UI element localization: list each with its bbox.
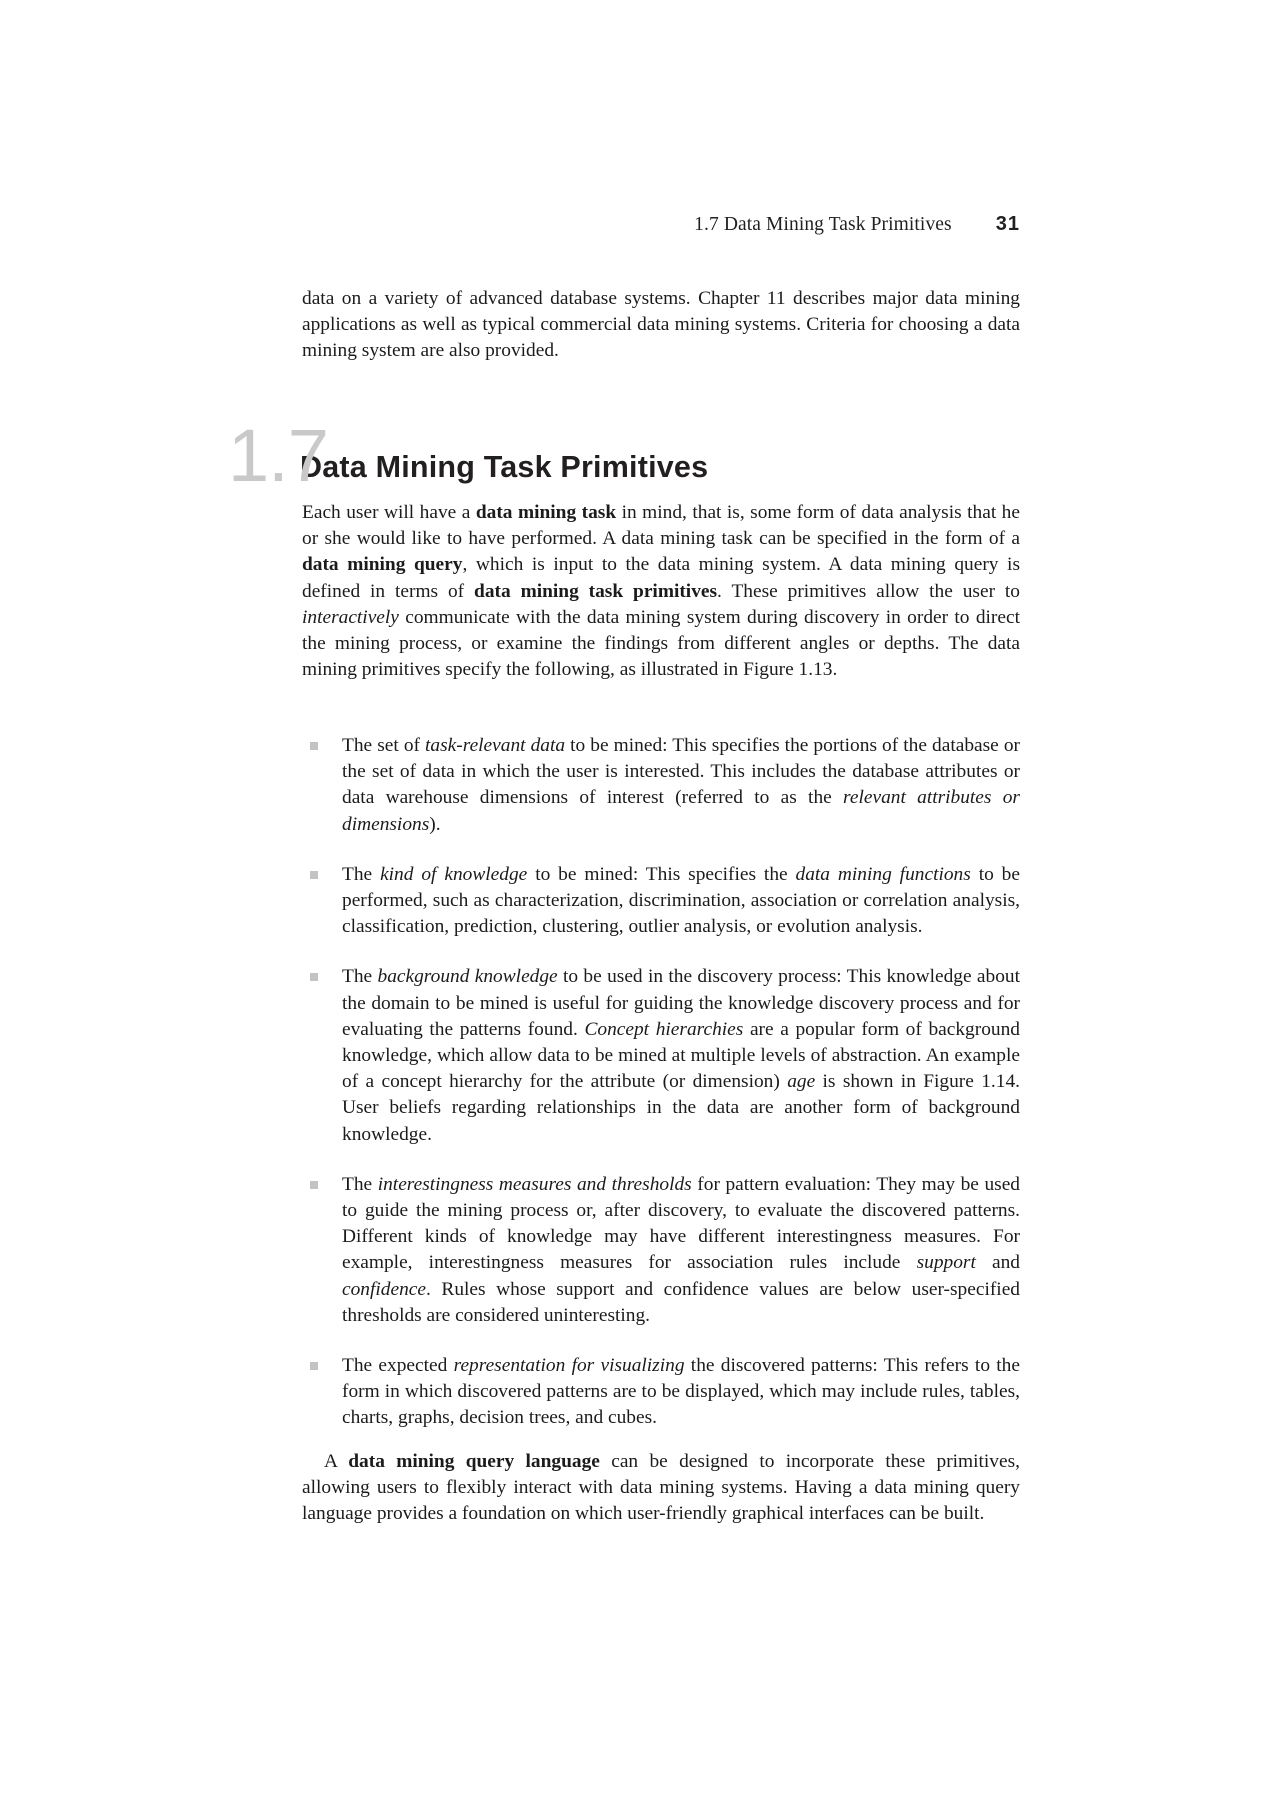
lead-paragraph: [302, 500, 1020, 683]
bullet-text-kind-of-knowledge: [342, 862, 1020, 941]
bullet-text-interestingness-measures: [342, 1172, 1020, 1329]
bullet-0-italic-2: relevant attributes or dimensions: [342, 787, 1020, 835]
lead-part-3: , which is input to the data mining system. A data mining query is defined in terms of: [302, 554, 1020, 602]
section-number: 1.7: [228, 414, 328, 497]
bullet-2-part-1: The: [342, 966, 378, 988]
bullet-3-italic-2: support: [916, 1252, 976, 1274]
primitives-list-block: [302, 733, 1020, 1432]
bullet-0-italic-1: task-relevant data: [425, 735, 566, 756]
intro-paragraph-block: [302, 286, 1020, 365]
lead-part-5: communicate with the data mining system during discovery in order to direct the mining process, or examine the findings from different angles or depths. The data mining primitives specify the following, as illustrated in Figure 1.13.: [302, 606, 1020, 681]
closing-paragraph-block: [302, 1449, 1020, 1528]
square-bullet-icon: [310, 1362, 318, 1370]
intro-paragraph: data on a variety of advanced database systems. Chapter 11 describes major data mining applications as well as typical commercial data mining systems. Criteria for choosing a data mining system are also provided.: [302, 288, 1020, 362]
bullet-1-part-2: to be mined: This specifies the: [527, 863, 796, 885]
running-header-title: 1.7 Data Mining Task Primitives: [694, 214, 952, 235]
lead-part-2: in mind, that is, some form of data analysis that he or she would like to have performed. A data mining task can be specified in the form of a: [302, 502, 1020, 550]
bullet-1-italic-1: kind of knowledge: [380, 863, 528, 885]
list-item: [302, 733, 1020, 838]
closing-bold-1: data mining query language: [348, 1451, 600, 1472]
bullet-0-part-2: to be mined: This specifies the portions of the database or the set of data in which the user is interested. This includes the database attributes or data warehouse dimensions of interest (referred to as the: [342, 735, 1020, 809]
bullet-text-task-relevant-data: [342, 733, 1020, 838]
bullet-4-part-1: The expected: [342, 1355, 454, 1377]
list-item: [302, 964, 1020, 1147]
lead-bold-3: data mining task primitives: [474, 580, 718, 602]
square-bullet-icon: [310, 1181, 318, 1189]
closing-part-1: A: [324, 1451, 349, 1472]
closing-paragraph: [302, 1449, 1020, 1528]
bullet-3-italic-1: interestingness measures and thresholds: [377, 1173, 692, 1195]
section-heading: [228, 414, 1028, 497]
bullet-1-part-1: The: [342, 863, 381, 885]
bullet-3-italic-3: confidence: [342, 1278, 426, 1300]
lead-bold-2: data mining query: [302, 554, 463, 576]
lead-part-1: Each user will have a: [302, 502, 476, 523]
bullet-0-part-3: ).: [429, 813, 441, 835]
list-item: [302, 1172, 1020, 1329]
bullet-text-representation-for-visualizing: [342, 1353, 1020, 1432]
bullet-3-part-4: . Rules whose support and confidence values are below user-specified thresholds are considered uninteresting.: [342, 1278, 1020, 1326]
square-bullet-icon: [310, 742, 318, 750]
bullet-3-part-3: and: [975, 1252, 1020, 1274]
section-title: Data Mining Task Primitives: [300, 450, 709, 484]
bullet-4-italic-1: representation for visualizing: [453, 1355, 685, 1377]
bullet-2-italic-2: Concept hierarchies: [584, 1018, 744, 1040]
square-bullet-icon: [310, 973, 318, 981]
bullet-2-part-2: to be used in the discovery process: This knowledge about the domain to be mined is useful for guiding the knowledge discovery process and for evaluating the patterns found.: [342, 966, 1020, 1040]
list-item: [302, 862, 1020, 941]
lead-italic-1: interactively: [302, 606, 399, 628]
lead-part-4: . These primitives allow the user to: [717, 580, 1020, 602]
list-item: [302, 1353, 1020, 1432]
bullet-2-part-3: are a popular form of background knowledge, which allow data to be mined at multiple levels of abstraction. An example of a concept hierarchy for the attribute (or dimension): [342, 1018, 1020, 1093]
page-number: 31: [995, 213, 1020, 235]
bullet-1-part-3: to be performed, such as characterization, discrimination, association or correlation analysis, classification, prediction, clustering, outlier analysis, or evolution analysis.: [342, 863, 1020, 938]
bullet-1-italic-2: data mining functions: [795, 863, 971, 885]
lead-bold-1: data mining task: [475, 502, 617, 523]
lead-paragraph-block: [302, 500, 1020, 683]
bullet-text-background-knowledge: [342, 964, 1020, 1147]
bullet-0-part-1: The set of: [342, 735, 426, 756]
closing-part-2: can be designed to incorporate these primitives, allowing users to flexibly interact with data mining systems. Having a data mining query language provides a foundation on which user-friendly graphical interfaces can be built.: [302, 1451, 1020, 1525]
bullet-3-part-1: The: [342, 1173, 378, 1195]
running-header: [300, 213, 1020, 236]
bullet-2-italic-1: background knowledge: [377, 966, 558, 988]
bullet-2-italic-3: age: [787, 1071, 816, 1093]
primitives-list: [302, 733, 1020, 1432]
bullet-2-part-4: is shown in Figure 1.14. User beliefs regarding relationships in the data are another form of background knowledge.: [342, 1071, 1021, 1145]
bullet-4-part-2: the discovered patterns: This refers to the form in which discovered patterns are to be displayed, which may include rules, tables, charts, graphs, decision trees, and cubes.: [342, 1355, 1020, 1429]
square-bullet-icon: [310, 871, 318, 879]
bullet-3-part-2: for pattern evaluation: They may be used to guide the mining process or, after discovery, to evaluate the discovered patterns. Different kinds of knowledge may have different interestingness measures. For example, interestingness measures for association rules include: [342, 1173, 1021, 1274]
